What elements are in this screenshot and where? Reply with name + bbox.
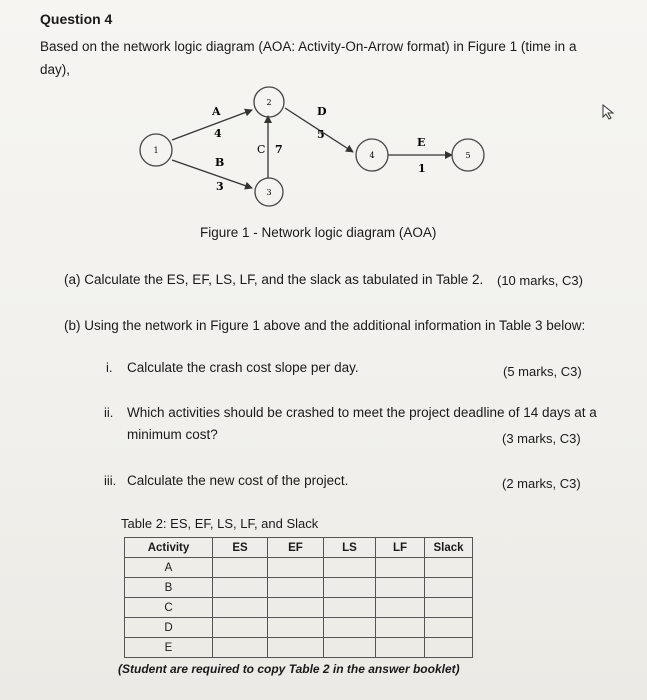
table-row <box>125 598 473 618</box>
network-diagram <box>130 80 510 220</box>
svg-text:3: 3 <box>266 188 272 197</box>
svg-text:2: 2 <box>266 98 272 107</box>
header-lf: LF <box>376 538 425 558</box>
lf-cell <box>376 618 425 638</box>
ls-cell <box>324 618 376 638</box>
slack-cell <box>425 638 473 658</box>
part-a-text: (a) Calculate the ES, EF, LS, LF, and the slack as tabulated in Table 2. <box>64 272 484 287</box>
label-activity-b: B <box>215 156 225 169</box>
lf-cell <box>376 578 425 598</box>
table-row <box>125 638 473 658</box>
table2 <box>124 537 473 658</box>
slack-cell <box>425 598 473 618</box>
ef-cell <box>268 638 324 658</box>
ls-cell <box>324 558 376 578</box>
label-activity-a: A <box>212 105 221 118</box>
lf-cell <box>376 598 425 618</box>
duration-activity-e: 1 <box>418 162 426 175</box>
duration-activity-d: 5 <box>317 128 325 141</box>
node-5 <box>452 139 484 171</box>
activity-cell: C <box>125 598 213 618</box>
sub-ii-text-line2: minimum cost? <box>127 427 218 442</box>
label-activity-d: D <box>317 105 327 118</box>
ef-cell <box>268 558 324 578</box>
ls-cell <box>324 578 376 598</box>
node-3 <box>255 178 283 206</box>
ef-cell <box>268 578 324 598</box>
es-cell <box>213 618 268 638</box>
table-row <box>125 558 473 578</box>
node-2 <box>254 87 284 117</box>
node-4 <box>356 139 388 171</box>
sub-iii-number: iii. <box>104 473 117 488</box>
table-row <box>125 578 473 598</box>
question-title: Question 4 <box>40 11 113 27</box>
duration-activity-c: 7 <box>275 143 283 156</box>
duration-activity-a: 4 <box>214 127 222 140</box>
slack-cell <box>425 618 473 638</box>
ef-cell <box>268 618 324 638</box>
figure-caption: Figure 1 - Network logic diagram (AOA) <box>200 225 437 240</box>
activity-cell: D <box>125 618 213 638</box>
svg-text:1: 1 <box>153 146 159 155</box>
es-cell <box>213 558 268 578</box>
sub-ii-number: ii. <box>104 405 114 420</box>
label-activity-e: E <box>417 136 426 149</box>
header-activity: Activity <box>125 538 213 558</box>
ef-cell <box>268 598 324 618</box>
es-cell <box>213 578 268 598</box>
table-row <box>125 618 473 638</box>
ls-cell <box>324 638 376 658</box>
table2-caption: Table 2: ES, EF, LS, LF, and Slack <box>121 516 319 531</box>
part-a-marks: (10 marks, C3) <box>497 273 583 288</box>
activity-cell: B <box>125 578 213 598</box>
sub-i-number: i. <box>106 360 113 375</box>
part-b-text: (b) Using the network in Figure 1 above and the additional information in Table 3 below: <box>64 318 586 333</box>
es-cell <box>213 598 268 618</box>
ls-cell <box>324 598 376 618</box>
svg-text:5: 5 <box>465 151 471 160</box>
duration-activity-b: 3 <box>216 180 224 193</box>
sub-iii-marks: (2 marks, C3) <box>502 476 581 491</box>
cursor-icon <box>602 104 616 120</box>
sub-iii-text: Calculate the new cost of the project. <box>127 473 349 488</box>
lf-cell <box>376 558 425 578</box>
svg-text:4: 4 <box>369 151 375 160</box>
activity-cell: A <box>125 558 213 578</box>
sub-i-marks: (5 marks, C3) <box>503 364 582 379</box>
question-intro: Based on the network logic diagram (AOA: Activity-On-Arrow format) in Figure 1 (time in a day), <box>40 39 577 77</box>
table2-footnote: (Student are required to copy Table 2 in the answer booklet) <box>118 662 460 676</box>
label-activity-c: C <box>257 143 266 156</box>
header-ef: EF <box>268 538 324 558</box>
lf-cell <box>376 638 425 658</box>
sub-i-text: Calculate the crash cost slope per day. <box>127 360 359 375</box>
activity-cell: E <box>125 638 213 658</box>
header-es: ES <box>213 538 268 558</box>
slack-cell <box>425 578 473 598</box>
table-header-row <box>125 538 473 558</box>
es-cell <box>213 638 268 658</box>
slack-cell <box>425 558 473 578</box>
node-1 <box>140 134 172 166</box>
sub-ii-marks: (3 marks, C3) <box>502 431 581 446</box>
arrow-activity-b <box>172 160 252 188</box>
sub-ii-text-line1: Which activities should be crashed to meet the project deadline of 14 days at a <box>127 405 597 420</box>
header-ls: LS <box>324 538 376 558</box>
header-slack: Slack <box>425 538 473 558</box>
